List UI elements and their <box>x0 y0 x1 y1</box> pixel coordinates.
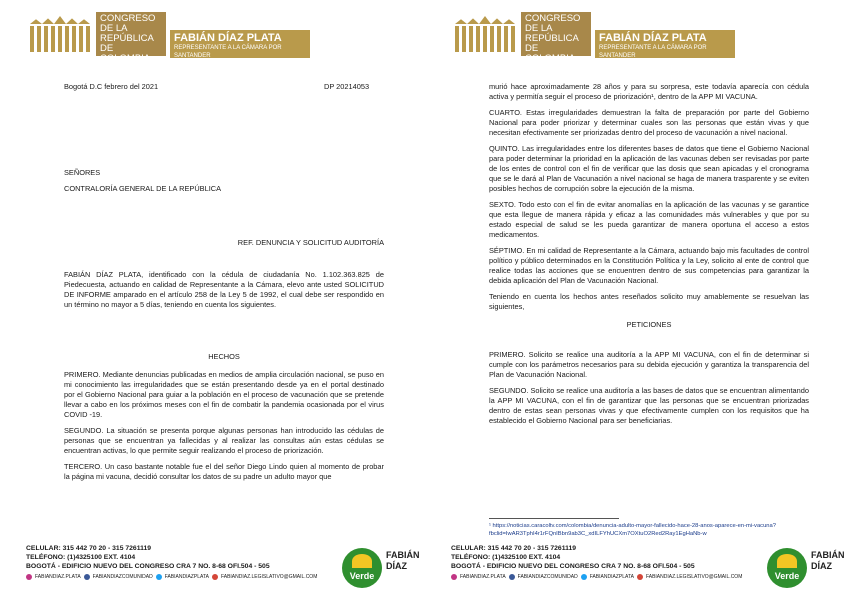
salutation: SEÑORES <box>64 168 101 177</box>
footer <box>451 544 845 604</box>
instagram-handle: FABIANDIAZ.PLATA <box>460 574 506 580</box>
email-icon <box>212 574 218 580</box>
request-2-text: Solicito se realice una auditoría a las bases de datos que se encuentran alimentando la APP MI VACUNA, con el fin de garantizar que las personas que se encuentran priorizadas dentro de estas sean personas vivas y que efectivamente cumplen con los requisitos que ha establecido el Gobierno Nacional para ser beneficiarias. <box>489 386 809 425</box>
twitter-handle: FABIANDIAZPLATA <box>164 574 209 580</box>
fact-6-text: Todo esto con el fin de evitar anomalías en la aplicación de las vacunas y se garantice que esta llegue de manera rápida y eficaz a las comunidades más vulnerables y que por su estado especial de salud se les pueda garantizar de manera oportuna el acceso a estos medicamentos. <box>489 200 809 239</box>
instagram-icon <box>451 574 457 580</box>
body-continued <box>489 82 809 432</box>
logo-last-name: DÍAZ <box>386 561 407 571</box>
instagram-icon <box>26 574 32 580</box>
facebook-handle: FABIANDIAZCOMUNIDAD <box>517 574 578 580</box>
footer-phone: CELULAR: 315 442 70 20 - 315 7261119 <box>451 545 577 552</box>
representative-name: FABIÁN DÍAZ PLATA <box>599 32 707 44</box>
fact-3 <box>64 462 384 482</box>
requests-heading: PETICIONES <box>626 320 672 329</box>
congress-badge <box>521 12 591 79</box>
facts-heading: HECHOS <box>208 352 240 361</box>
logo-first-name: FABIÁN <box>386 550 420 560</box>
fact-3-continued: murió hace aproximadamente 28 años y para su sorpresa, este todavía aparecía con cédula activa y permitía seguir el proceso de priorización¹, dentro de la APP MI VACUNA. <box>489 82 809 101</box>
letter-date: Bogotá D.C febrero del 2021 <box>64 82 159 91</box>
facebook-icon <box>84 574 90 580</box>
fact-1-text: Mediante denuncias publicadas en medios de amplia circulación nacional, se puso en mi conocimiento las irregularidades que se están presentando desde ya en el portal destinado por el Gobierno Nacional para guiar a la población en el proceso de vacunación que se pretende llevar a cabo en los próximos meses con el fin de combatir la pandemia ocasionada por el virus COVID -19. <box>64 370 384 419</box>
facebook-icon <box>509 574 515 580</box>
fact-3-text: Un caso bastante notable fue el del señor Diego Lindo quien al momento de probar la página mi vacuna, decidió consultar los datos de su padre un adulto mayor que <box>64 462 384 481</box>
fact-2 <box>64 426 384 456</box>
intro-name: FABIÁN DÍAZ PLATA <box>64 270 142 279</box>
fact-4 <box>489 108 809 138</box>
footnote[interactable] <box>489 522 809 538</box>
signature-logo <box>386 550 420 572</box>
chamber-label: CÁMARA DE REPRESENTANTES <box>525 65 587 80</box>
representative-badge <box>170 30 310 58</box>
footer-phone: CELULAR: 315 442 70 20 - 315 7261119 <box>26 545 152 552</box>
subject: REF. DENUNCIA Y SOLICITUD AUDITORÍA <box>237 238 384 247</box>
footer-telephone: TELÉFONO: (1)4325100 EXT. 4104 <box>26 554 136 561</box>
congress-line-2: DE LA REPÚBLICA <box>525 23 579 44</box>
twitter-icon <box>581 574 587 580</box>
fact-5 <box>489 144 809 194</box>
logo-last-name: DÍAZ <box>811 561 832 571</box>
fact-5-text: Las irregularidades entre los diferentes bases de datos que tiene el Gobierno Nacional para poder determinar la prioridad en la aplicación de las vacunas deben ser revisadas por parte de los entes de control con el fin de verificar que las dosis que sean apicadas y el cronograma que se le dará al Plan de Vacunación a nivel nacional se haga de manera trasparente y se eviten posibles hechos de corrupción sobre la ejecución de la misma. <box>489 144 809 193</box>
fact-3-lead: TERCERO. <box>64 462 103 471</box>
facts-list <box>64 370 384 488</box>
fact-4-text: Estas irregularidades demuestran la falta de preparación por parte del Gobierno Nacional para poder priorizar y determinar cuales son las personas que están vivas y que necesitan efectivamente ser priorizadas dentro del proceso de vacunación a nivel nacional. <box>489 108 809 137</box>
footer-address: BOGOTÁ - EDIFICIO NUEVO DEL CONGRESO CRA 7 NO. 8-68 OFI.504 - 505 <box>451 563 695 570</box>
instagram-handle: FABIANDIAZ.PLATA <box>35 574 81 580</box>
request-2-lead: SEGUNDO. <box>489 386 529 395</box>
footnote-link[interactable]: ¹ https://noticias.caracoltv.com/colombia/denuncia-adulto-mayor-fallecido-hace-28-anos-aparece-en-mi-vacuna?fbclid=IwAR3TphI4r1rFQnIBbn9ab3C_xdILFYhUCXm7OXtuO2Red2Ray1EgHaNb-w <box>489 523 776 537</box>
fact-6-lead: SEXTO. <box>489 200 516 209</box>
request-1 <box>489 350 809 380</box>
date-line <box>64 82 384 92</box>
fact-1-lead: PRIMERO. <box>64 370 101 379</box>
representative-role: REPRESENTANTE A LA CÁMARA POR SANTANDER <box>174 45 282 59</box>
email-address: FABIANDIAZ.LEGISLATIVO@GMAIL.COM <box>645 574 743 580</box>
logo-first-name: FABIÁN <box>811 550 845 560</box>
reference-code: DP 20214053 <box>324 82 370 91</box>
chamber-label: CÁMARA DE REPRESENTANTES <box>100 65 162 80</box>
letterhead <box>30 8 410 79</box>
congress-badge <box>96 12 166 79</box>
party-logo <box>767 548 807 588</box>
party-name: Verde <box>774 571 800 581</box>
facts-title <box>64 352 384 362</box>
fact-2-text: La situación se presenta porque algunas personas han introducido las cédulas de personas que se encuentran ya fallecidas y al realizar las consultas aún estas cédulas se encuentran activas, lo que permite seguir realizando el proceso de priorización. <box>64 426 384 455</box>
signature-logo <box>811 550 845 572</box>
congress-line-2: DE LA REPÚBLICA <box>100 23 154 44</box>
fact-7-text: En mi calidad de Representante a la Cámara, actuando bajo mis facultades de control político y público determinados en la Constitución Política y la Ley, solicito al ente de control que realice todas las acciones que se encuentren dentro de sus competencias para garantizar la debida aplicación del Plan de Vacunación Nacional. <box>489 246 809 285</box>
subject-line <box>64 238 384 248</box>
representative-badge <box>595 30 735 58</box>
letterhead <box>455 8 835 79</box>
document-page-1 <box>6 0 422 608</box>
recipient: CONTRALORÍA GENERAL DE LA REPÚBLICA <box>64 184 222 193</box>
email-address: FABIANDIAZ.LEGISLATIVO@GMAIL.COM <box>220 574 318 580</box>
fact-6 <box>489 200 809 240</box>
party-logo <box>342 548 382 588</box>
footer-telephone: TELÉFONO: (1)4325100 EXT. 4104 <box>451 554 561 561</box>
congress-line-3: DE COLOMBIA <box>525 43 576 64</box>
fact-2-lead: SEGUNDO. <box>64 426 104 435</box>
congress-line-1: CONGRESO <box>100 13 156 24</box>
document-page-2 <box>431 0 847 608</box>
representative-role: REPRESENTANTE A LA CÁMARA POR SANTANDER <box>599 45 707 59</box>
capitol-logo <box>30 16 90 52</box>
congress-line-1: CONGRESO <box>525 13 581 24</box>
fact-7-lead: SÉPTIMO. <box>489 246 525 255</box>
request-1-lead: PRIMERO. <box>489 350 526 359</box>
fact-1 <box>64 370 384 420</box>
salutation-block <box>64 168 384 200</box>
footer <box>26 544 420 604</box>
representative-name: FABIÁN DÍAZ PLATA <box>174 32 282 44</box>
fact-5-lead: QUINTO. <box>489 144 520 153</box>
capitol-logo <box>455 16 515 52</box>
facebook-handle: FABIANDIAZCOMUNIDAD <box>92 574 153 580</box>
footnote-divider <box>489 518 619 519</box>
twitter-handle: FABIANDIAZPLATA <box>589 574 634 580</box>
email-icon <box>637 574 643 580</box>
twitter-icon <box>156 574 162 580</box>
party-name: Verde <box>349 571 375 581</box>
intro-text: , identificado con la cédula de ciudadanía No. 1.102.363.825 de Piedecuesta, actuando en calidad de Representante a la Cámara, elevo ante usted SOLICITUD DE INFORME amparado en el artículo 258 de la Ley 5 de 1992, el cual debe ser respondido en un término no mayor a 5 días, teniendo en cuenta los siguientes. <box>64 270 384 309</box>
request-1-text: Solicito se realice una auditoría a la APP MI VACUNA, con el fin de determinar si cumple con los parámetros necesarios para su debida ejecución y garantiza la transparencia del Plan de Vacunación Nacional. <box>489 350 809 379</box>
closing-paragraph: Teniendo en cuenta los hechos antes reseñados solicito muy amablemente se resuelvan las siguientes, <box>489 292 809 311</box>
intro-paragraph <box>64 270 384 316</box>
request-2 <box>489 386 809 426</box>
footer-address: BOGOTÁ - EDIFICIO NUEVO DEL CONGRESO CRA 7 NO. 8-68 OFI.504 - 505 <box>26 563 270 570</box>
congress-line-3: DE COLOMBIA <box>100 43 151 64</box>
fact-7 <box>489 246 809 286</box>
fact-4-lead: CUARTO. <box>489 108 522 117</box>
